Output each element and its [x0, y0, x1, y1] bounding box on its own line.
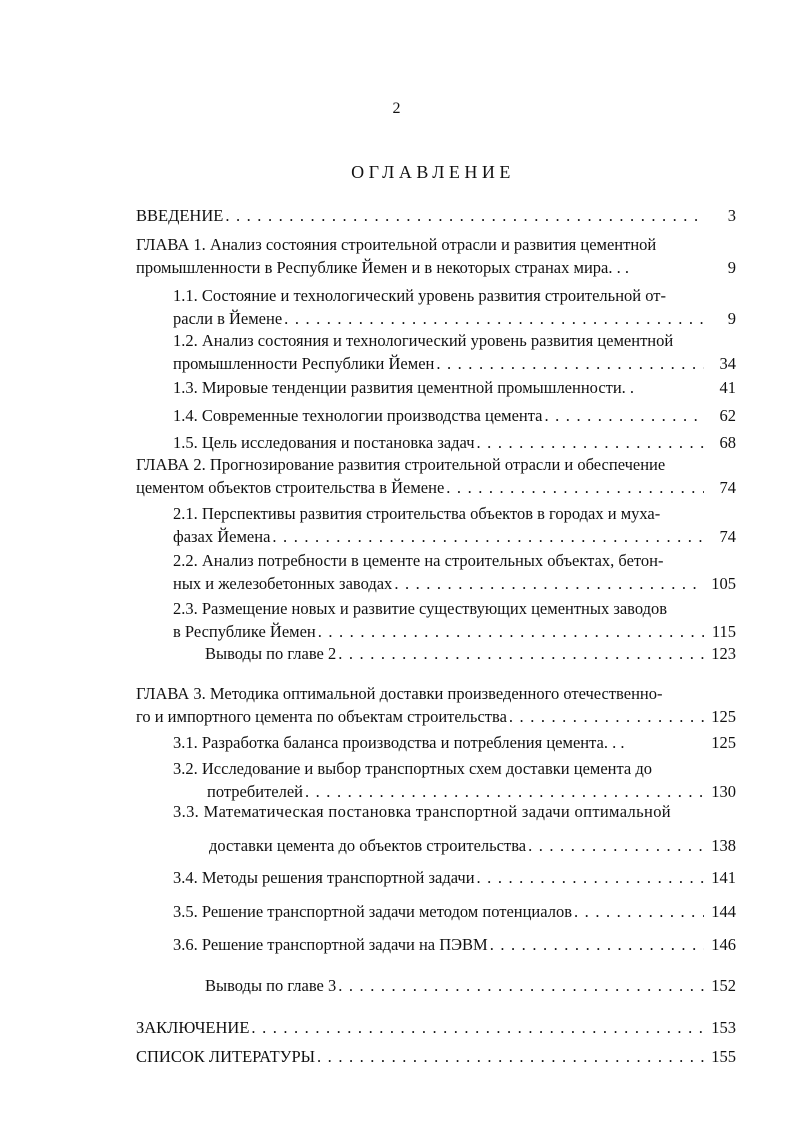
- toc-entry-conclusion[interactable]: [136, 1016, 736, 1039]
- toc-entry-line: 2.2. Анализ потребности в цементе на строительных объектах, бетон-: [173, 551, 664, 570]
- toc-leader-dots: [272, 525, 704, 548]
- toc-entry-2-1[interactable]: [173, 502, 736, 548]
- toc-entry-3-1[interactable]: [173, 731, 736, 754]
- toc-leader-dots: [225, 204, 704, 227]
- toc-entry-text: расли в Йемене: [173, 309, 283, 328]
- toc-page-number: 74: [719, 478, 736, 497]
- toc-entry-1-4[interactable]: [173, 404, 736, 427]
- toc-leader-dots: [528, 834, 704, 857]
- toc-page-number: 125: [711, 733, 736, 752]
- toc-page-number: 105: [711, 574, 736, 593]
- toc-entry-1-1[interactable]: [173, 284, 736, 330]
- toc-page-number: 144: [711, 902, 736, 921]
- toc-entry-1-3[interactable]: [173, 376, 736, 399]
- toc-entry-line: 3.3. Математическая постановка транспортной задачи оптимальной: [173, 802, 671, 821]
- toc-entry-chapter-1[interactable]: [136, 233, 736, 279]
- toc-entry-3-4[interactable]: [173, 866, 736, 889]
- toc-entry-text: в Республике Йемен: [173, 622, 316, 641]
- toc-entry-1-2[interactable]: [173, 329, 736, 375]
- toc-leader-dots: [477, 431, 704, 454]
- toc-entry-line: 2.3. Размещение новых и развитие существующих цементных заводов: [173, 599, 668, 618]
- toc-entry-references[interactable]: [136, 1045, 736, 1068]
- toc-page-number: 3: [727, 206, 736, 225]
- toc-entry-line: ГЛАВА 1. Анализ состояния строительной отрасли и развития цементной: [136, 235, 657, 254]
- toc-leader-dots: [436, 352, 704, 375]
- toc-page-number: 141: [711, 868, 736, 887]
- toc-entry-3-2[interactable]: [173, 757, 736, 803]
- toc-leader-dots: [509, 705, 704, 728]
- toc-entry-text: фазах Йемена: [173, 527, 271, 546]
- toc-entry-text: го и импортного цемента по объектам строительства: [136, 707, 507, 726]
- toc-entry-1-5[interactable]: [173, 431, 736, 454]
- toc-leader-dots: [338, 642, 704, 665]
- toc-page-number: 152: [711, 976, 736, 995]
- toc-entry-text: ных и железобетонных заводах: [173, 574, 393, 593]
- page-title: ОГЛАВЛЕНИЕ: [351, 162, 515, 182]
- toc-entry-text: доставки цемента до объектов строительства: [209, 836, 527, 855]
- toc-entry-text: промышленности Республики Йемен: [173, 354, 435, 373]
- toc-entry-text: потребителей: [207, 782, 303, 801]
- toc-entry-text: Выводы по главе 2: [205, 644, 337, 663]
- toc-entry-text: 3.4. Методы решения транспортной задачи: [173, 868, 475, 887]
- toc-page-number: 68: [719, 433, 736, 452]
- toc-page-number: 138: [711, 836, 736, 855]
- toc-entry-2-2[interactable]: [173, 549, 736, 595]
- toc-entry-3-6[interactable]: [173, 933, 736, 956]
- toc-entry-text: Выводы по главе 3: [205, 976, 337, 995]
- toc-entry-line: 1.2. Анализ состояния и технологический уровень развития цементной: [173, 331, 674, 350]
- toc-leader-dots: [545, 404, 705, 427]
- toc-entry-text: СПИСОК ЛИТЕРАТУРЫ: [136, 1047, 316, 1066]
- toc-page-number: 115: [711, 622, 736, 641]
- toc-page-number: 153: [711, 1018, 736, 1037]
- toc-entry-text: промышленности в Республике Йемен и в некоторых странах мира. . .: [136, 258, 629, 277]
- toc-entry-text: 1.3. Мировые тенденции развития цементной промышленности. .: [173, 378, 635, 397]
- toc-entry-text: 3.6. Решение транспортной задачи на ПЭВМ: [173, 935, 488, 954]
- toc-entry-line: 3.2. Исследование и выбор транспортных схем доставки цемента до: [173, 759, 652, 778]
- toc-entry-text: ВВЕДЕНИЕ: [136, 206, 224, 225]
- toc-page-number: 146: [711, 935, 736, 954]
- toc-entry-chapter-2[interactable]: [136, 453, 736, 499]
- toc-entry-3-3[interactable]: [173, 800, 736, 857]
- toc-entry-introduction[interactable]: [136, 204, 736, 227]
- toc-page-number: 123: [711, 644, 736, 663]
- toc-page-number: 34: [719, 354, 736, 373]
- toc-leader-dots: [574, 900, 704, 923]
- toc-entry-line: ГЛАВА 3. Методика оптимальной доставки произведенного отечественно-: [136, 684, 663, 703]
- toc-page-number: 9: [727, 309, 736, 328]
- toc-page-number: 155: [711, 1047, 736, 1066]
- toc-leader-dots: [394, 572, 704, 595]
- toc-entry-text: цементом объектов строительства в Йемене: [136, 478, 445, 497]
- toc-leader-dots: [490, 933, 704, 956]
- page-number: 2: [392, 100, 401, 117]
- toc-entry-3-5[interactable]: [173, 900, 736, 923]
- toc-entry-chapter-3[interactable]: [136, 682, 736, 728]
- toc-page-number: 41: [719, 378, 736, 397]
- toc-entry-2-3[interactable]: [173, 597, 736, 643]
- toc-page-number: 130: [711, 782, 736, 801]
- toc-entry-text: 3.5. Решение транспортной задачи методом потенциалов: [173, 902, 573, 921]
- toc-page-number: 9: [727, 258, 736, 277]
- toc-leader-dots: [338, 974, 704, 997]
- toc-leader-dots: [284, 307, 704, 330]
- toc-leader-dots: [477, 866, 704, 889]
- toc-leader-dots: [251, 1016, 708, 1039]
- toc-entry-line: 1.1. Состояние и технологический уровень развития строительной от-: [173, 286, 666, 305]
- toc-entry-text: 3.1. Разработка баланса производства и потребления цемента. . .: [173, 733, 625, 752]
- toc-entry-text: ЗАКЛЮЧЕНИЕ: [136, 1018, 250, 1037]
- toc-page-number: 62: [719, 406, 736, 425]
- toc-entry-text: 1.4. Современные технологии производства цемента: [173, 406, 543, 425]
- toc-page-number: 125: [711, 707, 736, 726]
- toc-leader-dots: [318, 620, 704, 643]
- toc-leader-dots: [446, 476, 704, 499]
- toc-entry-text: 1.5. Цель исследования и постановка задач: [173, 433, 475, 452]
- toc-entry-conclusions-3[interactable]: [205, 974, 736, 997]
- toc-leader-dots: [317, 1045, 708, 1068]
- toc-entry-line: 2.1. Перспективы развития строительства объектов в городах и муха-: [173, 504, 661, 523]
- toc-page-number: 74: [719, 527, 736, 546]
- toc-entry-conclusions-2[interactable]: [205, 642, 736, 665]
- toc-entry-line: ГЛАВА 2. Прогнозирование развития строительной отрасли и обеспечение: [136, 455, 666, 474]
